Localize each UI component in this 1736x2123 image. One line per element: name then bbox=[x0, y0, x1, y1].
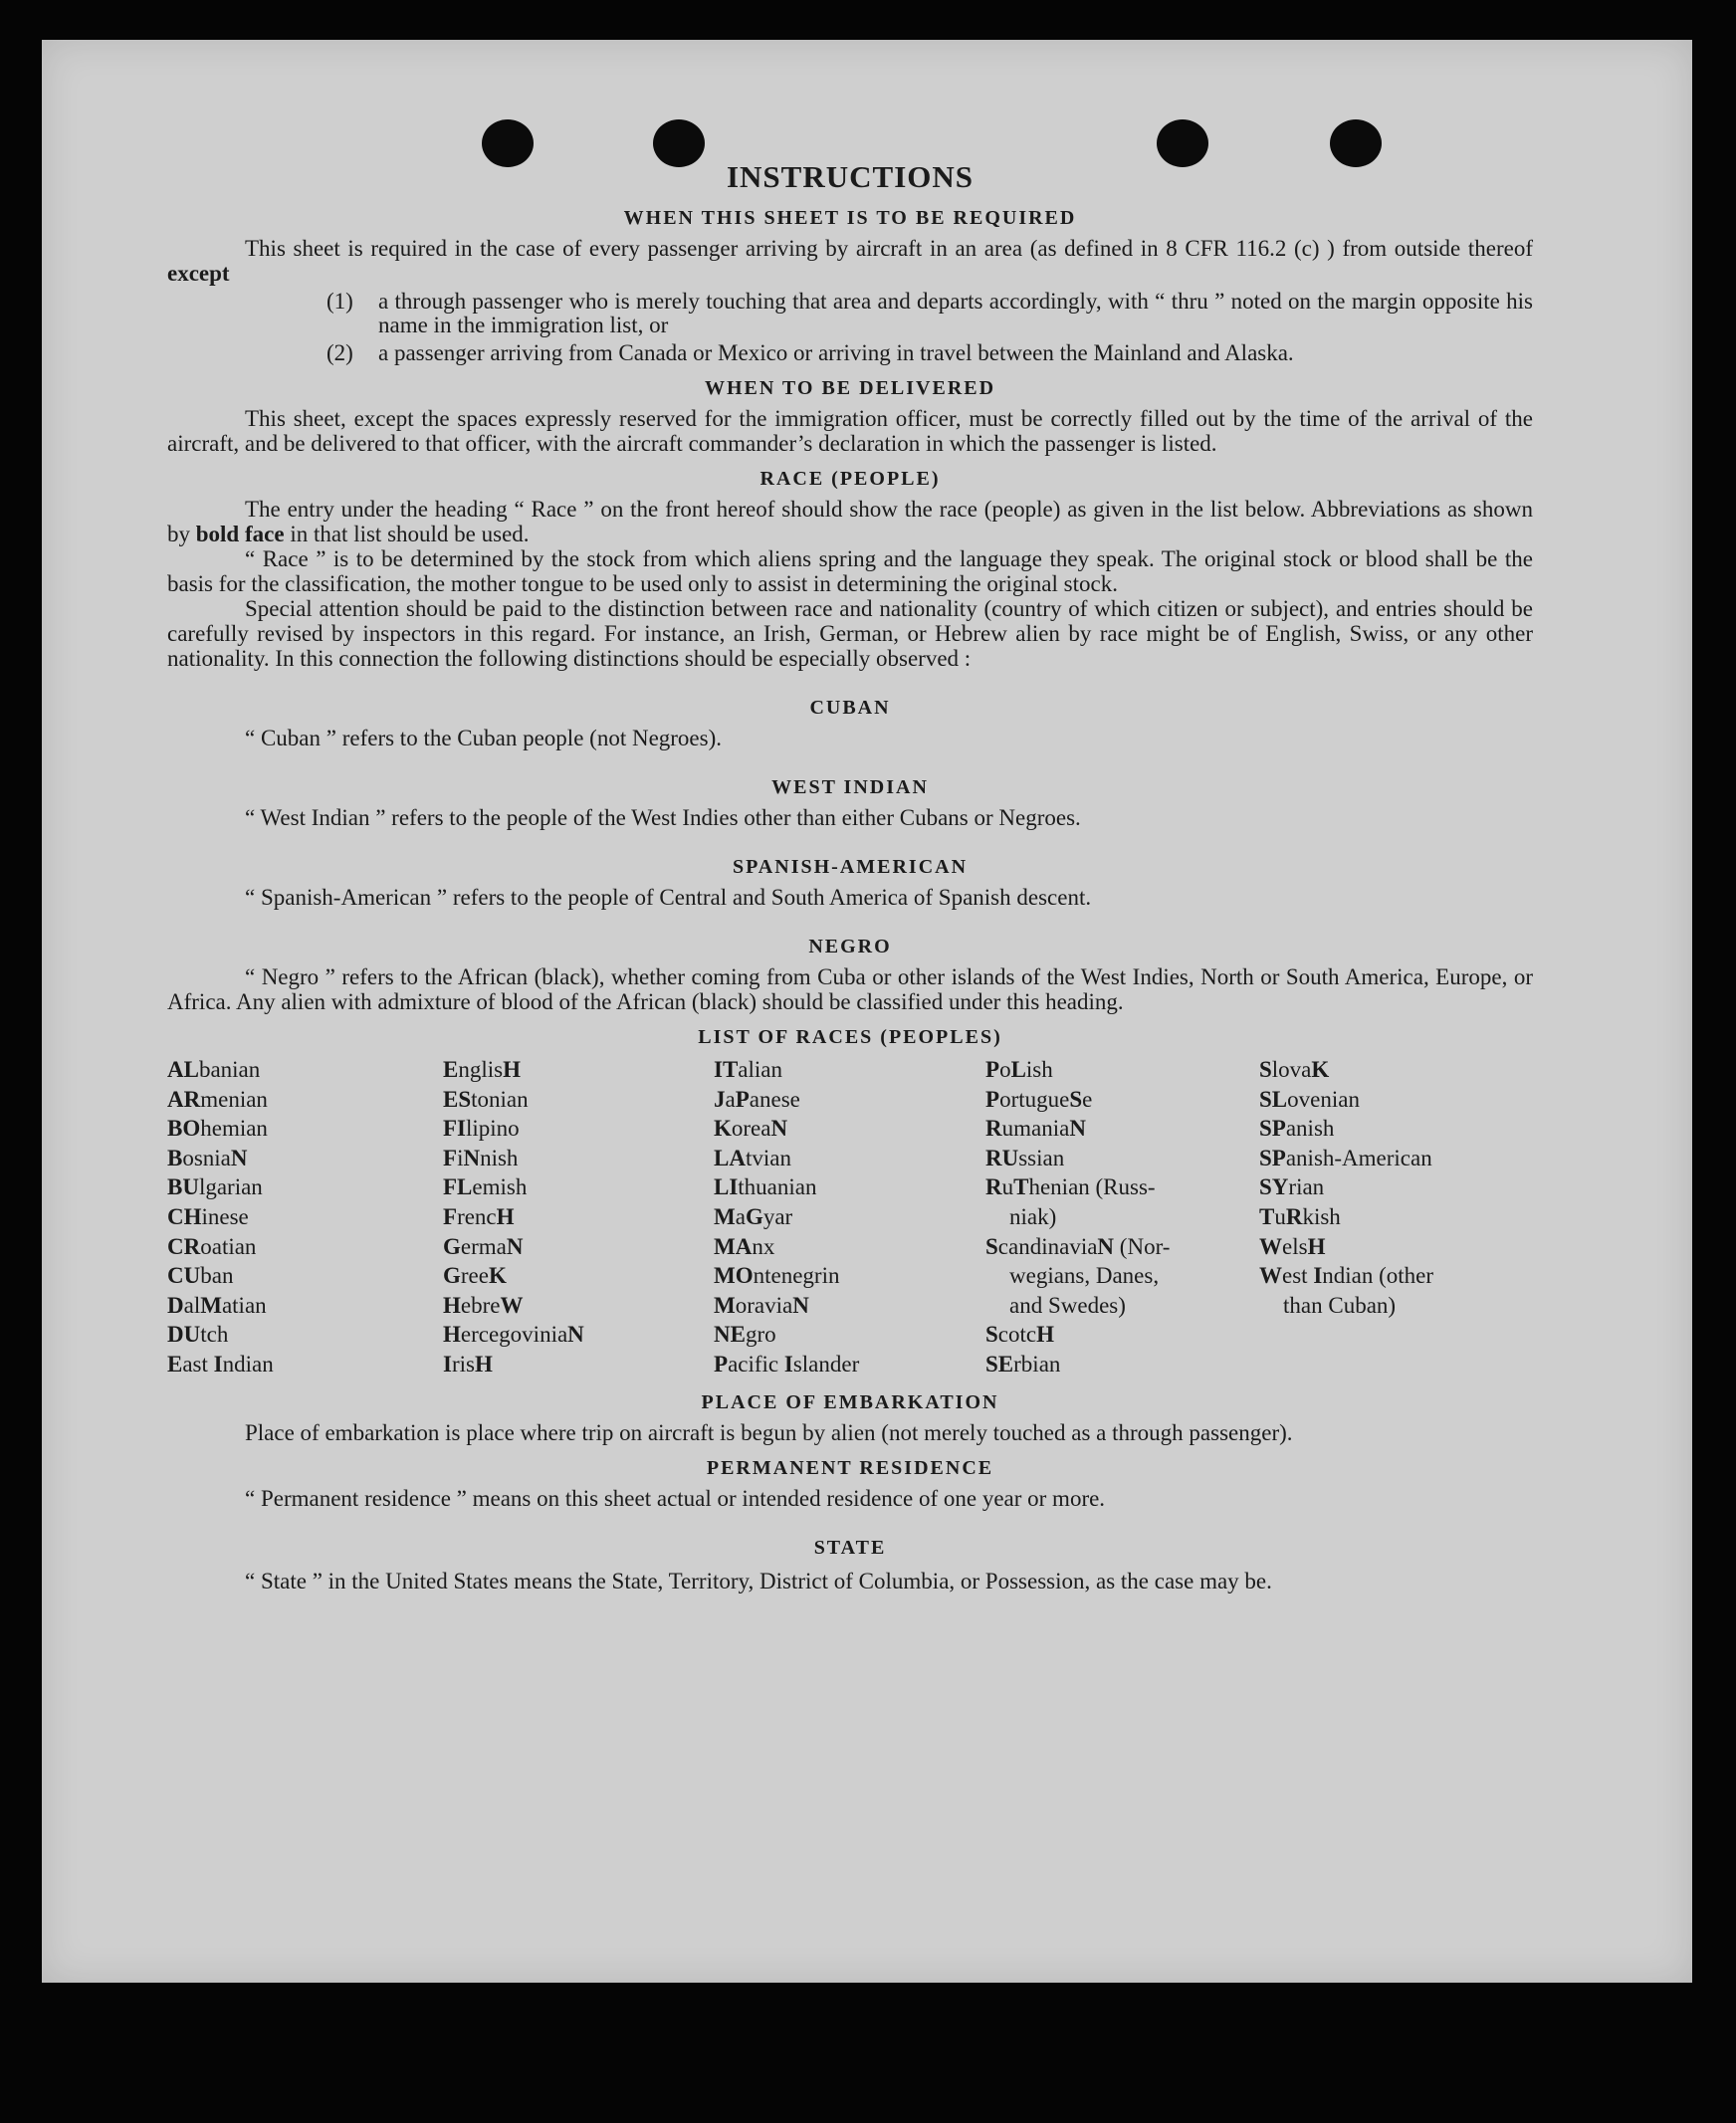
paragraph-when-required: This sheet is required in the case of every passenger arriving by aircraft in an area (as defined in 8 CFR 116.2 (c) ) from outside thereof except bbox=[167, 236, 1533, 286]
heading-place-of-embarkation: PLACE OF EMBARKATION bbox=[701, 1390, 999, 1413]
race-entry: ARmenian bbox=[167, 1086, 268, 1112]
paragraph-permanent-residence: “ Permanent residence ” means on this sheet actual or intended residence of one year or more. bbox=[245, 1485, 1106, 1511]
race-entry: NEgro bbox=[714, 1322, 776, 1348]
heading-race: RACE (PEOPLE) bbox=[760, 468, 941, 490]
race-entry: and Swedes) bbox=[1009, 1292, 1126, 1318]
race-entry: IrisH bbox=[443, 1351, 493, 1377]
race-entry: PortugueSe bbox=[985, 1086, 1093, 1112]
race-entry: SErbian bbox=[985, 1351, 1061, 1377]
race-entry: GreeK bbox=[443, 1263, 507, 1289]
paragraph-cuban: “ Cuban ” refers to the Cuban people (not Negroes). bbox=[245, 726, 723, 750]
race-entry: CHinese bbox=[167, 1203, 249, 1229]
heading-spanish-american: SPANISH-AMERICAN bbox=[732, 856, 969, 878]
race-entry: SLovenian bbox=[1259, 1086, 1360, 1112]
race-entry: wegians, Danes, bbox=[1009, 1263, 1160, 1289]
heading-state: STATE bbox=[813, 1536, 887, 1559]
heading-negro: NEGRO bbox=[808, 936, 892, 957]
races-column bbox=[714, 1055, 985, 1380]
race-entry: GermaN bbox=[443, 1233, 524, 1259]
race-entry: SlovaK bbox=[1259, 1057, 1330, 1082]
races-table bbox=[167, 1055, 1533, 1380]
paragraph-state: “ State ” in the United States means the State, Territory, District of Columbia, or Possession, as the case may be. bbox=[245, 1568, 1272, 1593]
races-column bbox=[985, 1055, 1259, 1380]
list-item: (1) a through passenger who is merely touching that area and departs accordingly, with “ thru ” noted on the margin opposite his name in the immigration list, or bbox=[326, 289, 1533, 337]
race-entry: LIthuanian bbox=[714, 1174, 817, 1200]
paragraph-race-1: The entry under the heading “ Race ” on the front hereof should show the race (people) as given in the list below. Abbreviations as shown by bold face in that list should be used. bbox=[167, 497, 1533, 546]
instructions-content bbox=[167, 159, 1533, 1597]
paragraph-race-2: “ Race ” is to be determined by the stock from which aliens spring and the language they speak. The original stock or blood shall be the basis for the classification, the mother tongue to be used only to assist in determining the original stock. bbox=[167, 546, 1533, 596]
list-item: (2) a passenger arriving from Canada or Mexico or arriving in travel between the Mainland and Alaska. bbox=[326, 340, 1294, 365]
race-entry: LAtvian bbox=[714, 1145, 791, 1170]
race-entry: CUban bbox=[167, 1263, 234, 1289]
race-entry: PoLish bbox=[985, 1057, 1053, 1082]
paragraph-negro: “ Negro ” refers to the African (black), whether coming from Cuba or other islands of the West Indies, North or South America, Europe, or Africa. Any alien with admixture of blood of the African (black) should be classified under this heading. bbox=[167, 964, 1533, 1014]
race-entry: SPanish-American bbox=[1259, 1145, 1432, 1170]
race-entry: niak) bbox=[1009, 1203, 1057, 1229]
race-entry: FLemish bbox=[443, 1174, 528, 1200]
heading-cuban: CUBAN bbox=[809, 697, 891, 719]
race-entry: DUtch bbox=[167, 1322, 229, 1348]
race-entry: RumaniaN bbox=[985, 1116, 1086, 1142]
race-entry: MOntenegrin bbox=[714, 1263, 840, 1289]
race-entry: SYrian bbox=[1259, 1174, 1325, 1200]
race-entry: JaPanese bbox=[714, 1086, 800, 1112]
race-entry: than Cuban) bbox=[1283, 1292, 1397, 1318]
paragraph-when-delivered: This sheet, except the spaces expressly reserved for the immigration officer, must be correctly filled out by the time of the arrival of the aircraft, and be delivered to that officer, with the aircraft commander’s declaration in which the passenger is listed. bbox=[167, 406, 1533, 456]
race-entry: MoraviaN bbox=[714, 1292, 809, 1318]
race-entry: TuRkish bbox=[1259, 1203, 1341, 1229]
race-entry: SPanish bbox=[1259, 1116, 1335, 1142]
race-entry: FiNnish bbox=[443, 1145, 519, 1170]
race-entry: KoreaN bbox=[714, 1116, 788, 1142]
race-entry: MaGyar bbox=[714, 1203, 793, 1229]
race-entry: FrencH bbox=[443, 1203, 515, 1229]
heading-when-delivered: WHEN TO BE DELIVERED bbox=[704, 377, 996, 399]
heading-when-required: WHEN THIS SHEET IS TO BE REQUIRED bbox=[623, 207, 1077, 229]
paragraph-race-3: Special attention should be paid to the distinction between race and nationality (country of which citizen or subject), and entries should be carefully revised by inspectors in this regard. For instance, an Irish, German, or Hebrew alien by race might be of English, Swiss, or any other nationality. In this connection the following distinctions should be especially observed : bbox=[167, 596, 1533, 671]
race-entry: EnglisH bbox=[443, 1057, 521, 1082]
race-entry: DalMatian bbox=[167, 1292, 267, 1318]
paragraph-spanish-american: “ Spanish-American ” refers to the people of Central and South America of Spanish descent. bbox=[245, 885, 1092, 910]
race-entry: ITalian bbox=[714, 1057, 782, 1082]
race-entry: ALbanian bbox=[167, 1057, 261, 1082]
race-entry: ScandinaviaN (Nor- bbox=[985, 1233, 1171, 1259]
paragraph-west-indian: “ West Indian ” refers to the people of the West Indies other than either Cubans or Negroes. bbox=[245, 805, 1081, 830]
heading-permanent-residence: PERMANENT RESIDENCE bbox=[706, 1456, 994, 1479]
race-entry: ScotcH bbox=[985, 1322, 1054, 1348]
race-entry: Pacific Islander bbox=[714, 1351, 860, 1377]
race-entry: East Indian bbox=[167, 1351, 274, 1377]
heading-west-indian: WEST INDIAN bbox=[771, 776, 929, 798]
page-title: INSTRUCTIONS bbox=[726, 159, 974, 194]
race-entry: HebreW bbox=[443, 1292, 524, 1318]
race-entry: RUssian bbox=[985, 1145, 1065, 1170]
race-entry: HercegoviniaN bbox=[443, 1322, 584, 1348]
race-entry: CRoatian bbox=[167, 1233, 257, 1259]
race-entry: FIlipino bbox=[443, 1116, 520, 1142]
race-entry: RuThenian (Russ- bbox=[985, 1174, 1156, 1200]
races-column bbox=[1259, 1055, 1533, 1380]
paragraph-place-of-embarkation: Place of embarkation is place where trip on aircraft is begun by alien (not merely touched as a through passenger). bbox=[245, 1419, 1293, 1445]
race-entry: BOhemian bbox=[167, 1116, 268, 1142]
heading-list-of-races: LIST OF RACES (PEOPLES) bbox=[698, 1026, 1002, 1048]
race-entry: WelsH bbox=[1259, 1233, 1326, 1259]
race-entry: MAnx bbox=[714, 1233, 775, 1259]
races-column bbox=[167, 1055, 443, 1380]
race-entry: EStonian bbox=[443, 1086, 529, 1112]
race-entry: West Indian (other bbox=[1259, 1263, 1434, 1289]
races-column bbox=[443, 1055, 714, 1380]
race-entry: BUlgarian bbox=[167, 1174, 263, 1200]
race-entry: BosniaN bbox=[167, 1145, 248, 1170]
